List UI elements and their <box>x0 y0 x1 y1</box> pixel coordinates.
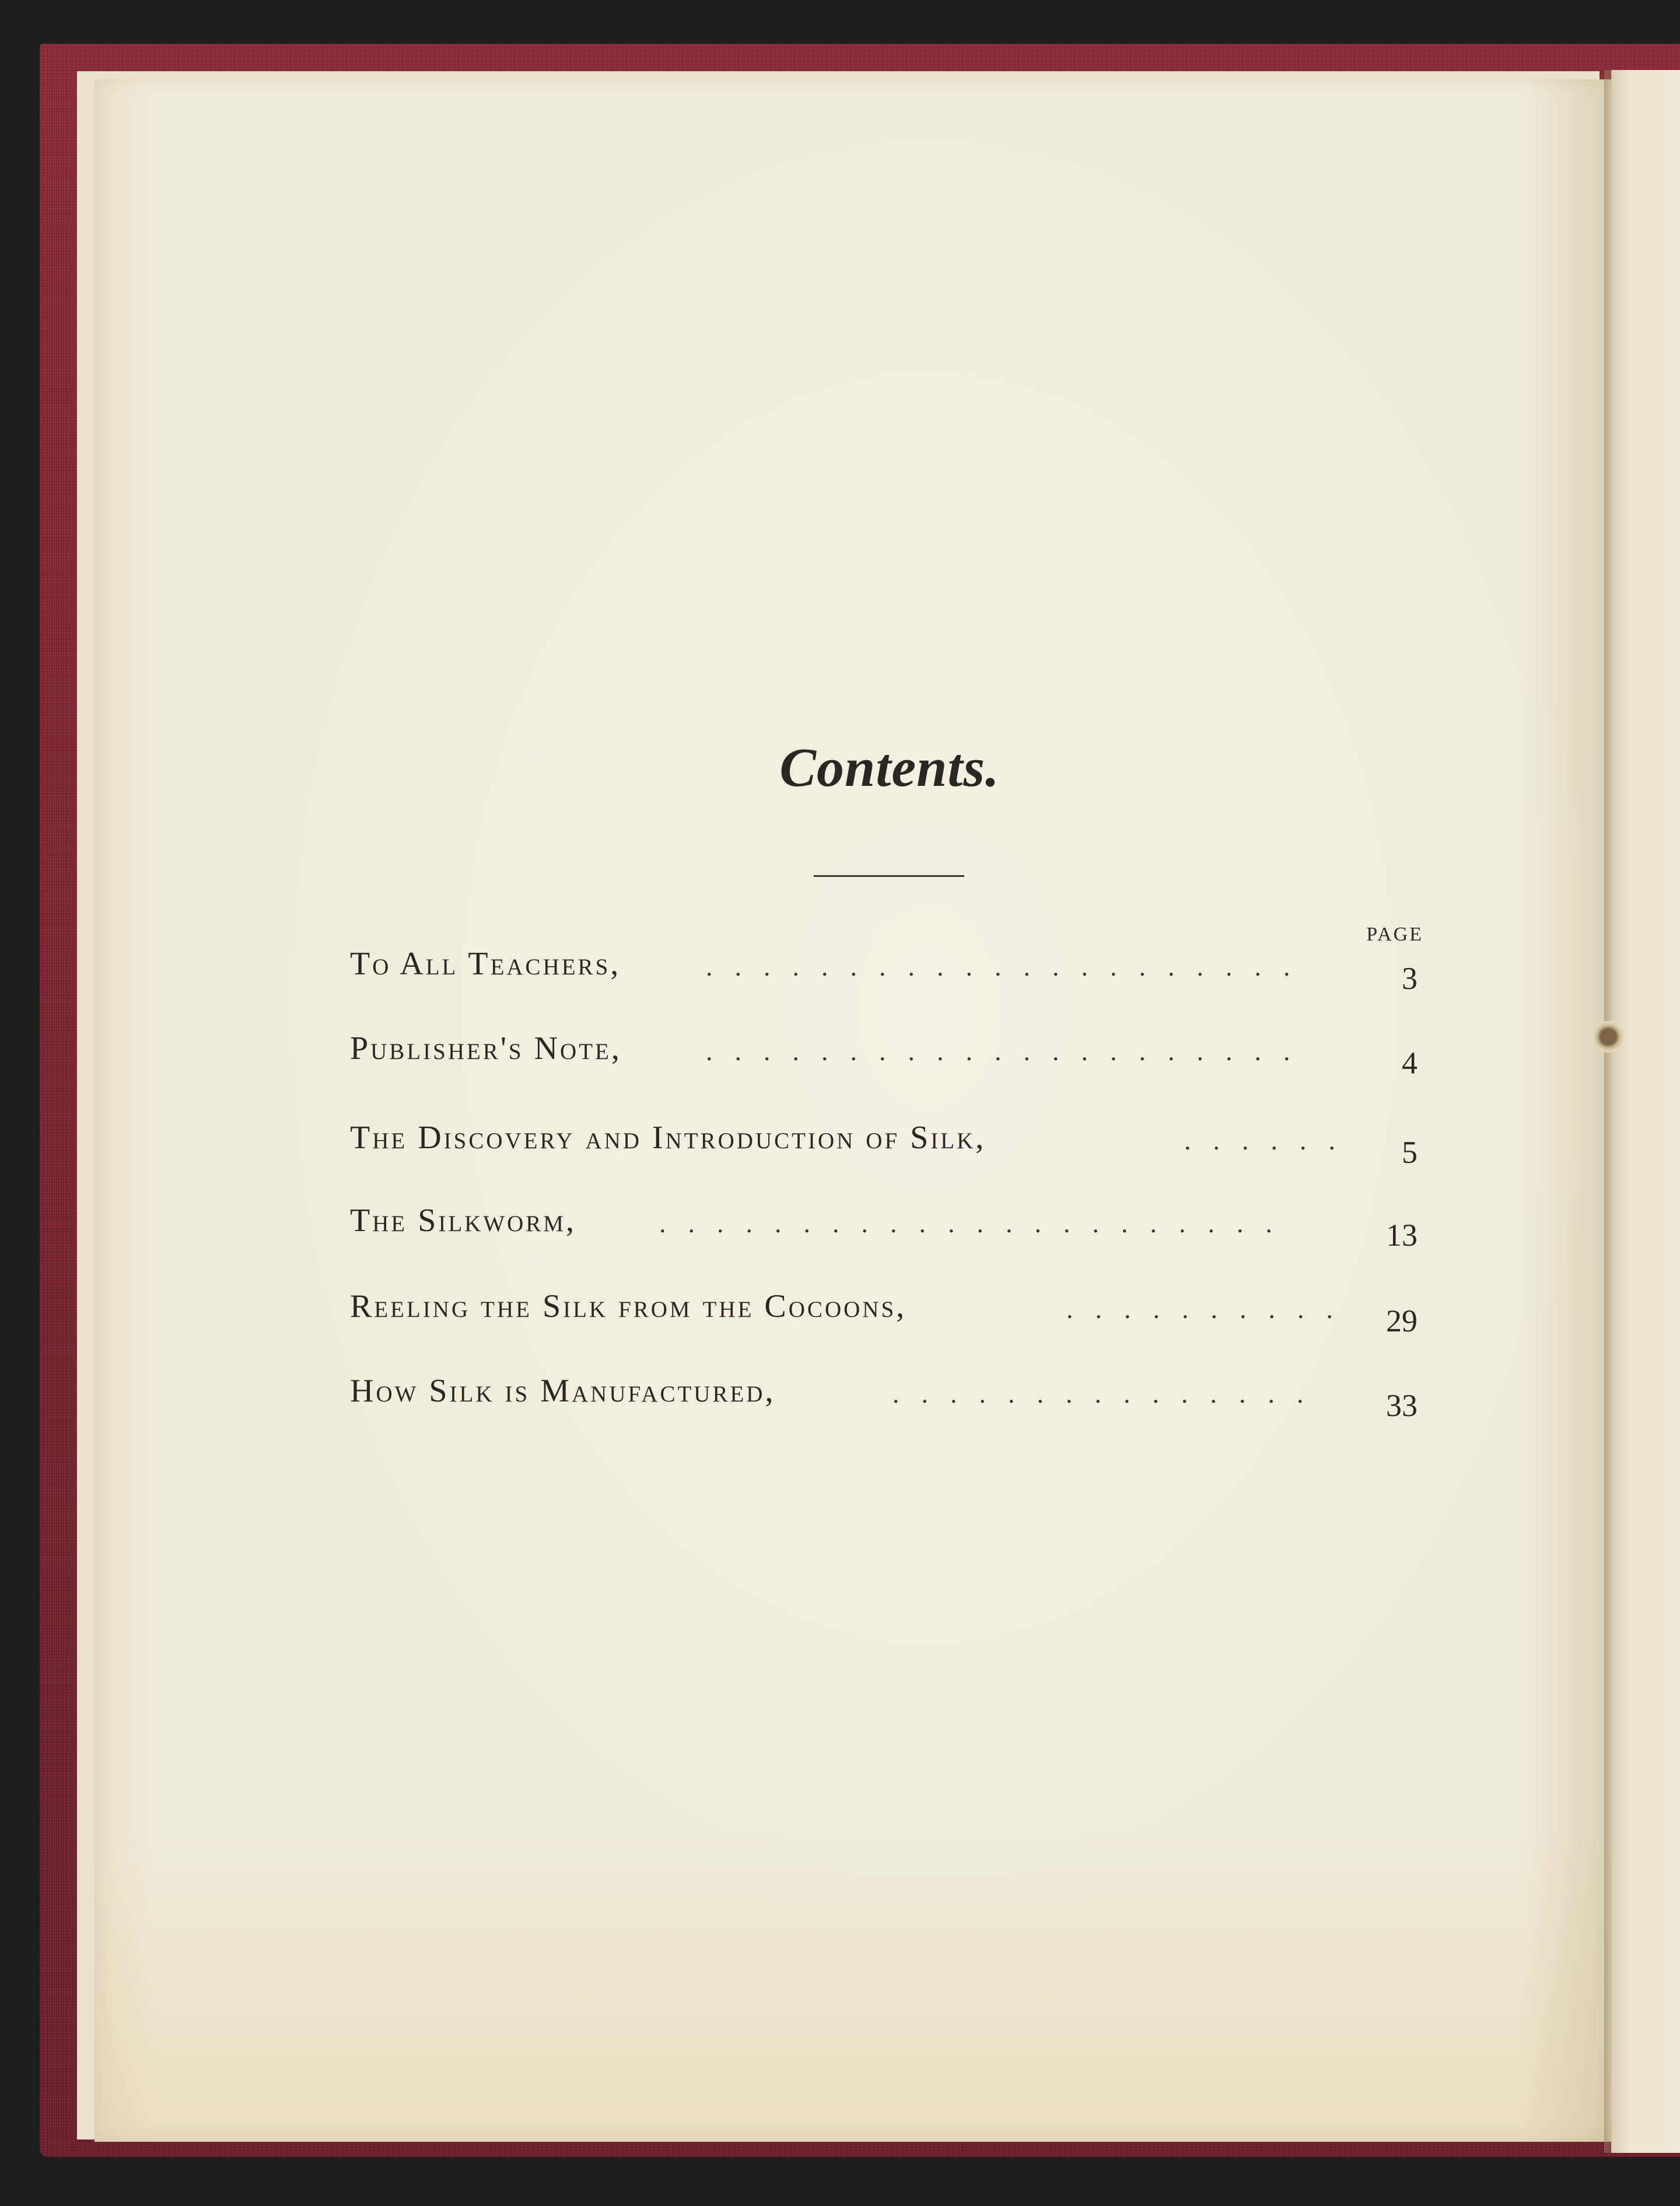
toc-entry-page: 4 <box>1402 1046 1418 1081</box>
gutter <box>1604 70 1612 2153</box>
page-title: Contents. <box>779 737 1000 798</box>
binding-stitch <box>1592 1021 1624 1053</box>
toc-entry-page: 33 <box>1386 1388 1418 1423</box>
toc-entry-page: 29 <box>1386 1303 1418 1338</box>
toc-entry[interactable] <box>350 1288 1418 1352</box>
dot-leader: ..................... <box>706 952 1312 981</box>
toc-entry-label: Reeling the Silk from the Cocoons, <box>350 1288 907 1324</box>
dot-leader: ...... <box>1184 1125 1357 1155</box>
book-page <box>94 79 1611 2142</box>
toc-entry-label: How Silk is Manufactured, <box>350 1373 776 1409</box>
toc-entry-label: The Silkworm, <box>350 1202 576 1239</box>
toc-entry[interactable] <box>350 1119 1418 1183</box>
toc-entry-label: Publisher's Note, <box>350 1030 622 1067</box>
toc-entry-label: The Discovery and Introduction of Silk, <box>350 1120 986 1156</box>
toc-entry[interactable] <box>350 1030 1418 1094</box>
toc-entry-page: 3 <box>1402 961 1418 996</box>
dot-leader: ..................... <box>706 1036 1312 1066</box>
toc-entry-label: To All Teachers, <box>350 946 621 982</box>
toc-entry-page: 5 <box>1402 1135 1418 1170</box>
dot-leader: ............... <box>892 1379 1326 1408</box>
page-column-header: PAGE <box>1366 924 1423 945</box>
facing-page <box>1611 70 1680 2153</box>
dot-leader: .......... <box>1066 1294 1355 1324</box>
toc-entry[interactable] <box>350 945 1418 1009</box>
title-rule <box>814 875 964 877</box>
toc-entry-page: 13 <box>1386 1218 1418 1253</box>
toc-entry[interactable] <box>350 1372 1418 1436</box>
dot-leader: ...................... <box>659 1208 1294 1238</box>
toc-entry[interactable] <box>350 1202 1418 1266</box>
